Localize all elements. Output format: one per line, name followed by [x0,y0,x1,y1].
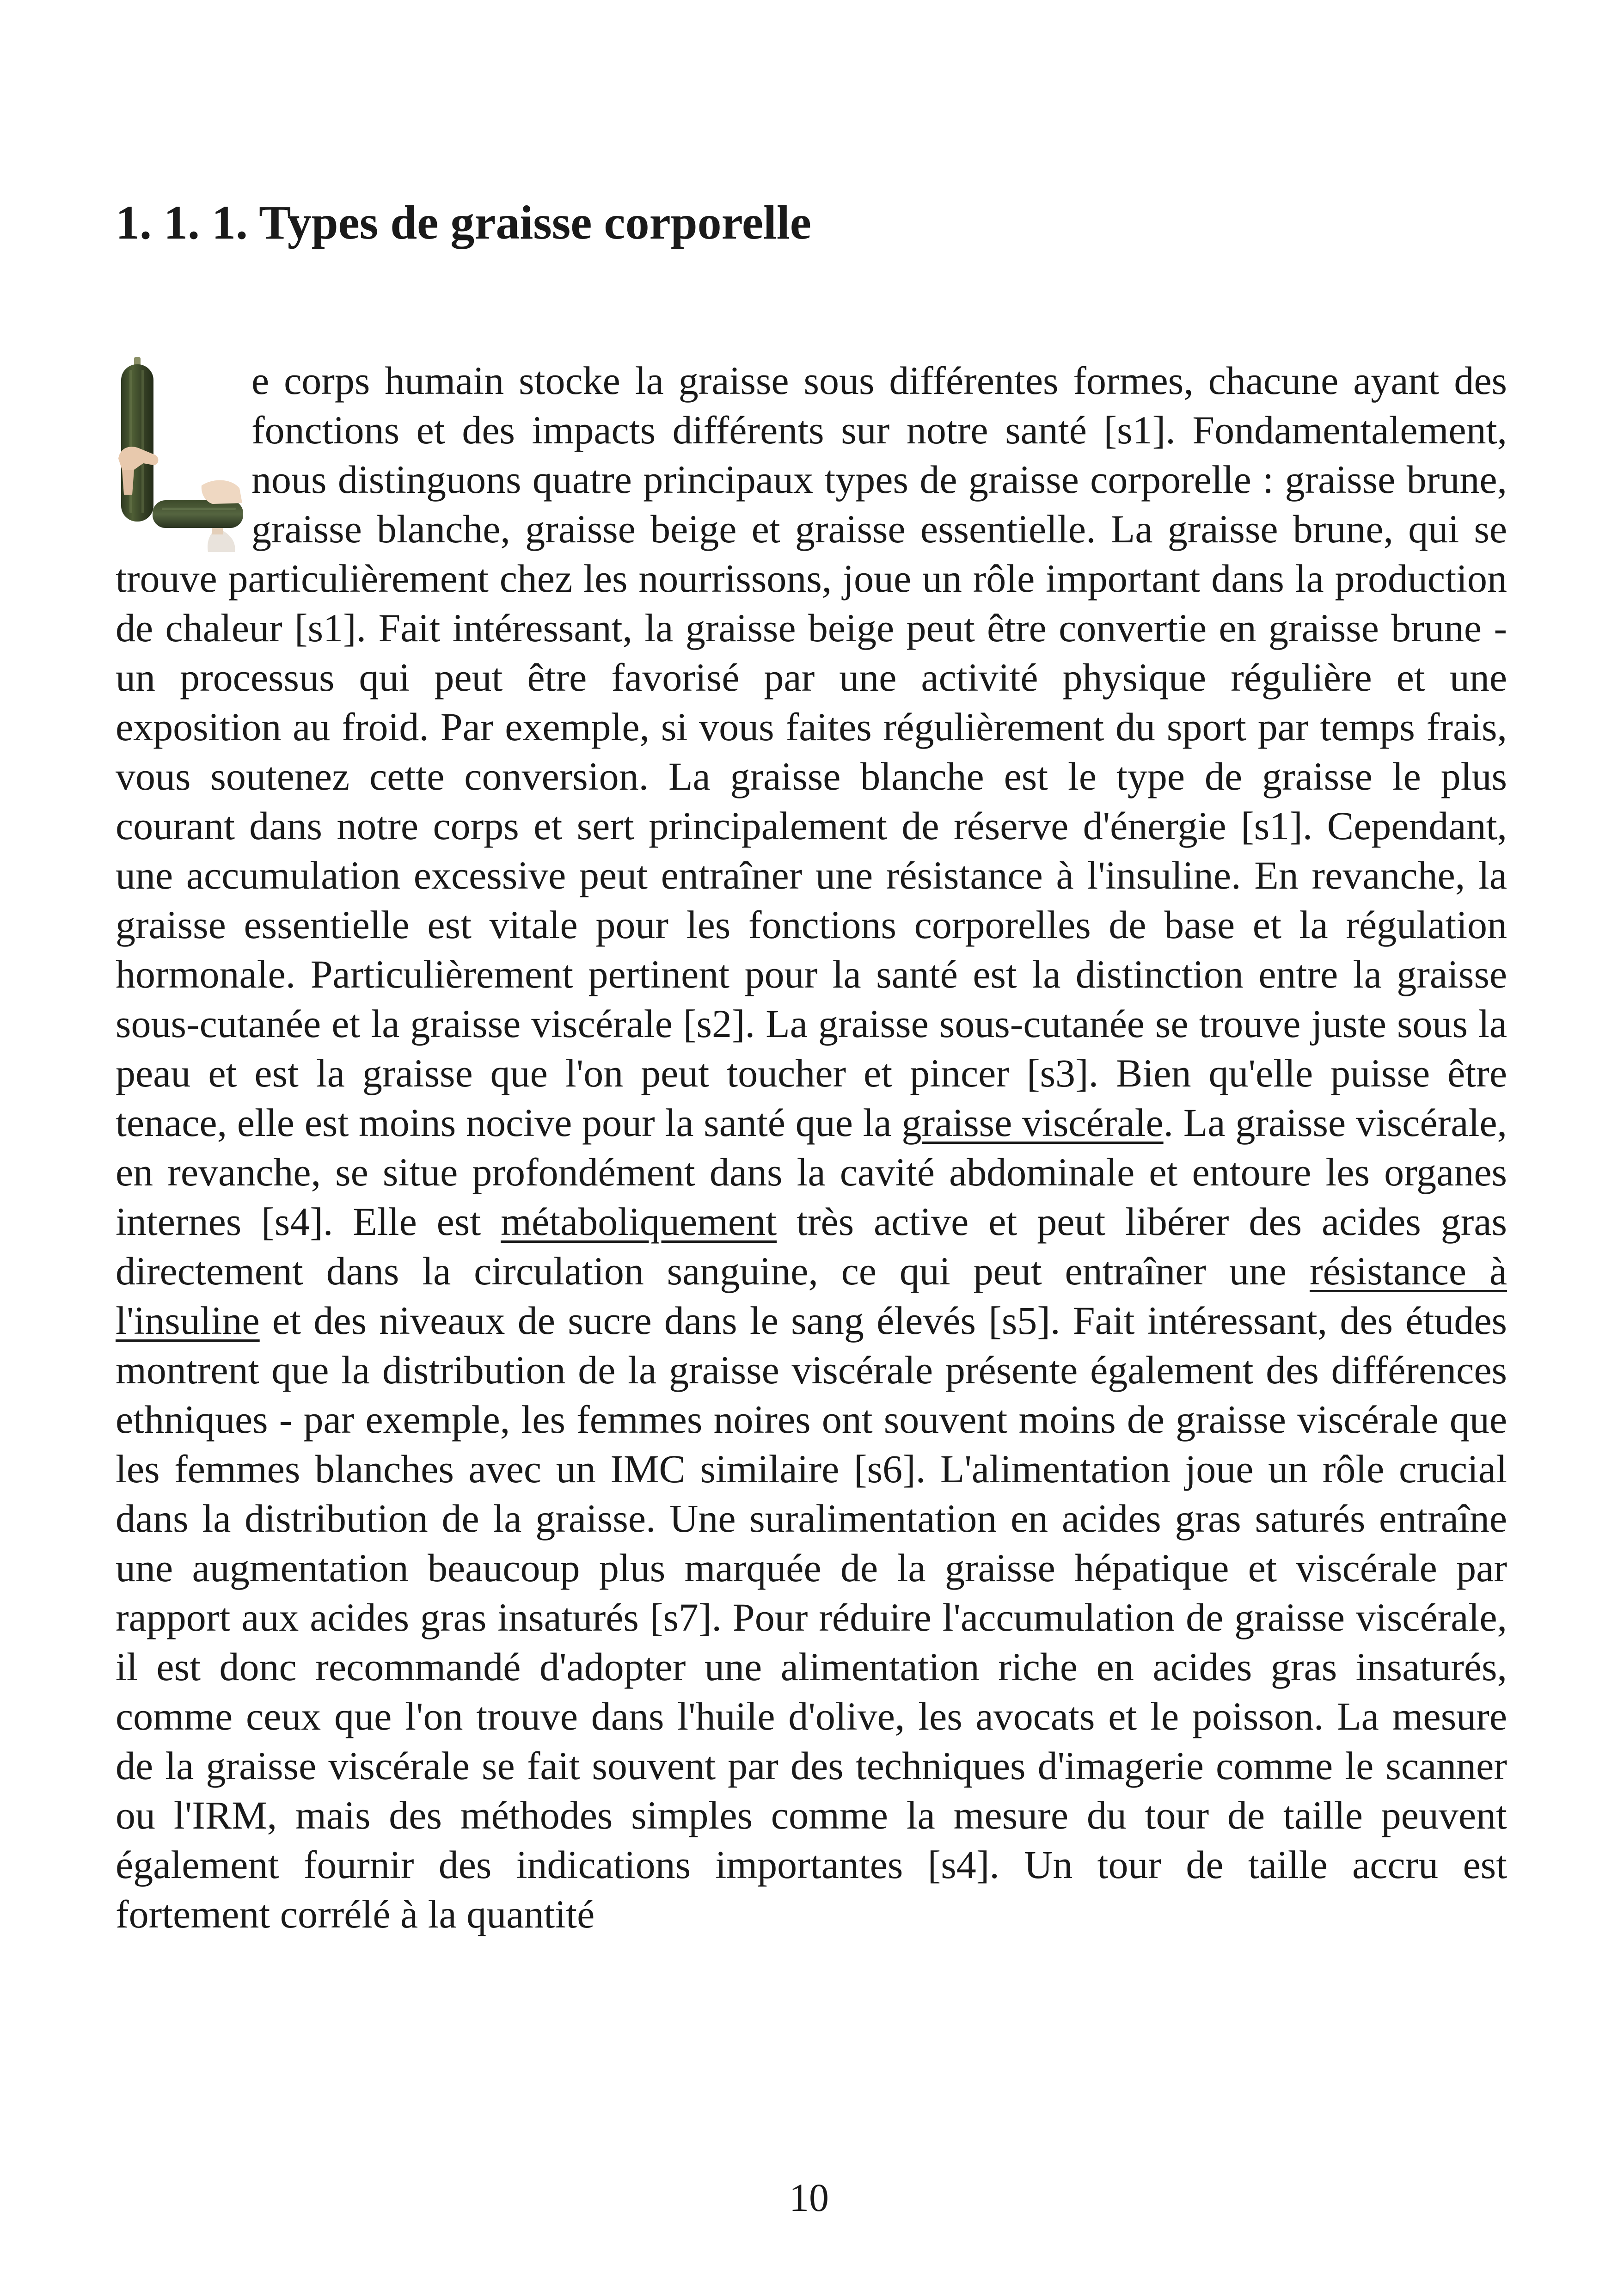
dropcap-zucchini-letter-l-icon [116,356,246,554]
zucchini-letter-l-icon [116,356,246,554]
body-text-tail: et des niveaux de sucre dans le sang élevés [s5]. Fait intéressant, des études montrent que la distribution de la graisse viscérale présente également des différences ethniques - par exemple, les femmes noires ont souvent moins de graisse viscérale que les femmes blanches avec un IMC similaire [s6]. L'alimentation joue un rôle crucial dans la distribution de la graisse. Une suralimentation en acides gras saturés entraîne une augmentation beaucoup plus marquée de la graisse hépatique et viscérale par rapport aux acides gras insaturés [s7]. Pour réduire l'accumulation de graisse viscérale, il est donc recommandé d'adopter une alimentation riche en acides gras insaturés, comme ceux que l'on trouve dans l'huile d'olive, les avocats et le poisson. La mesure de la graisse viscérale se fait souvent par des techniques d'imagerie comme le scanner ou l'IRM, mais des méthodes simples comme la mesure du tour de taille peuvent également fournir des indications importantes [s4]. Un tour de taille accru est fortement corrélé à la quantité [116,1298,1507,1936]
body-paragraph [116,356,1507,1939]
link-resistance-insuline[interactable]: résistance à l'insuline [116,1249,1508,1343]
link-metaboliquement[interactable]: métaboliquement [501,1199,777,1244]
body-text-lead: e corps humain stocke la graisse sous différentes formes, chacune ayant des fonctions et des impacts différents sur notre santé [s1]. Fondamentalement, nous distinguons quatre principaux types de graisse corporelle : graisse brune, graisse blanche, graisse beige et graisse essentielle. La graisse brune, qui se trouve particulièrement chez les nourrissons, joue un rôle important dans la production de chaleur [s1]. Fait intéressant, la graisse beige peut être convertie en graisse brune - un processus qui peut être favorisé par une activité physique régulière et une exposition au froid. Par exemple, si vous faites régulièrement du sport par temps frais, vous soutenez cette conversion. La graisse blanche est le type de graisse le plus courant dans notre corps et sert principalement de réserve d'énergie [s1]. Cependant, une accumulation excessive peut entraîner une résistance à l'insuline. En revanche, la graisse essentielle est vitale pour les fonctions corporelles de base et la régulation hormonale. Particulièrement pertinent pour la santé est la distinction entre la graisse sous-cutanée et la graisse viscérale [s2]. La graisse sous-cutanée se trouve juste sous la peau et est la graisse que l'on peut toucher et pincer [s3]. Bien qu'elle puisse être tenace, elle est moins nocive pour la santé que la [116,358,1507,1145]
body-text-mid1: . La graisse viscérale, en revanche, se situe profondément dans la cavité abdominale et entoure les organes internes [s4]. Elle est [116,1100,1508,1244]
section-heading: 1. 1. 1. Types de graisse corporelle [116,196,811,249]
link-graisse-viscerale[interactable]: graisse viscérale [901,1100,1164,1145]
body-text-mid2: très active et peut libérer des acides gras directement dans la circulation sanguine, ce qui peut entraîner une [116,1199,1507,1293]
page-number: 10 [789,2175,829,2220]
